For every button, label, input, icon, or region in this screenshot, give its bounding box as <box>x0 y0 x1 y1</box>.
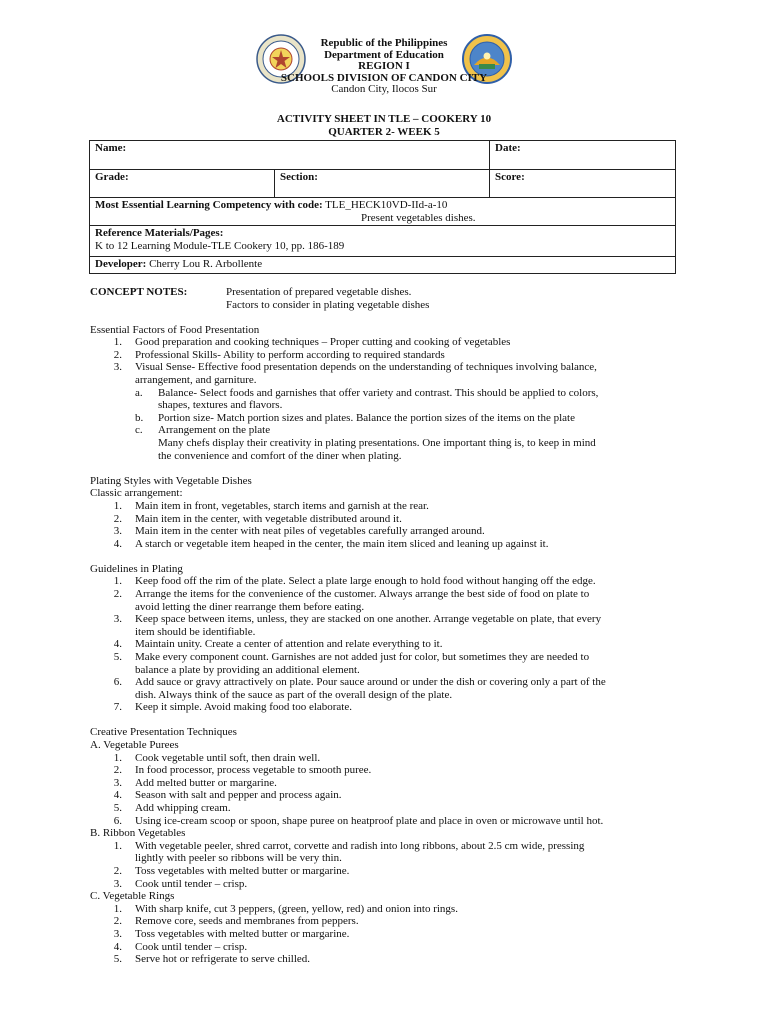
developer-cell <box>90 257 676 274</box>
list-item: 1. With sharp knife, cut 3 peppers, (green, yellow, red) and onion into rings. <box>113 902 458 915</box>
list-item: 4. A starch or vegetable item heaped in the center, the main item sliced and leaning up against it. <box>113 537 549 550</box>
header-location: Candon City, Ilocos Sur <box>331 83 437 95</box>
list-item-cont: lightly with peeler so ribbons will be very thin. <box>135 852 342 865</box>
list-item: 2. Arrange the items for the convenience of the customer. Always arrange the best side of food on plate to <box>113 587 590 600</box>
concept-line-2: Factors to consider in plating vegetable dishes <box>226 298 430 311</box>
list-item: c. Arrangement on the plate <box>135 424 271 437</box>
melc-text: Present vegetables dishes. <box>361 211 476 224</box>
list-item: 5. Make every component count. Garnishes are not added just for color, but sometimes they are needed to <box>113 650 590 663</box>
activity-title: ACTIVITY SHEET IN TLE – COOKERY 10 <box>276 113 492 125</box>
concept-notes-body <box>90 286 680 966</box>
list-item: a. Balance- Select foods and garnishes that offer variety and contrast. This should be applied to colors, <box>135 386 599 399</box>
list-item: 3. Visual Sense- Effective food presentation depends on the understanding of techniques involving balance, <box>113 361 597 374</box>
date-field[interactable]: Date: <box>490 141 676 170</box>
concept-line-1: Presentation of prepared vegetable dishes. <box>226 286 412 298</box>
list-item: 6. Add sauce or gravy attractively on plate. Pour sauce around or under the dish or covering only a part of the <box>113 676 606 689</box>
developer-name: Cherry Lou R. Arbollente <box>146 258 263 271</box>
quarter-week: QUARTER 2- WEEK 5 <box>328 125 440 138</box>
list-item: 4. Season with salt and pepper and process again. <box>113 789 342 802</box>
guidelines-heading: Guidelines in Plating <box>90 562 183 575</box>
list-item-cont: Many chefs display their creativity in plating presentations. One important thing is, to keep in mind <box>158 437 596 450</box>
list-item: 2. Toss vegetables with melted butter or margarine. <box>113 864 350 877</box>
list-item: 3. Cook until tender – crisp. <box>113 877 248 890</box>
list-item: 3. Toss vegetables with melted butter or margarine. <box>113 927 350 940</box>
list-item: 1. With vegetable peeler, shred carrot, corvette and radish into long ribbons, about 2.5 cm wide, pressing <box>113 839 585 852</box>
concept-label: CONCEPT NOTES: <box>90 286 188 298</box>
list-item: 6. Using ice-cream scoop or spoon, shape puree on heatproof plate and place in oven or microwave until hot. <box>113 814 604 827</box>
header-block <box>0 38 768 96</box>
list-item: 1. Main item in front, vegetables, starch items and garnish at the rear. <box>113 499 429 512</box>
purees-list <box>90 752 680 828</box>
creative-heading: Creative Presentation Techniques <box>90 726 237 739</box>
list-item: 4. Cook until tender – crisp. <box>113 940 248 953</box>
list-item: 2. Main item in the center, with vegetable distributed around it. <box>113 512 402 525</box>
list-item-cont: avoid letting the diner rearrange them before eating. <box>135 600 365 613</box>
list-item-cont: balance a plate by providing an additional element. <box>135 663 360 676</box>
student-info-table <box>89 140 676 274</box>
activity-title-block <box>0 113 768 138</box>
header-department: Department of Education <box>324 48 444 61</box>
melc-label: Most Essential Learning Competency with code: <box>95 199 323 211</box>
plating-list <box>90 500 680 550</box>
concept-notes <box>90 286 680 311</box>
list-item-cont: shapes, textures and flavors. <box>158 399 283 412</box>
header-division: SCHOOLS DIVISION OF CANDON CITY <box>280 71 488 84</box>
reference-cell <box>90 226 676 257</box>
plating-subheading: Classic arrangement: <box>90 487 183 500</box>
section-field[interactable]: Section: <box>275 170 490 198</box>
header-republic: Republic of the Philippines <box>320 37 448 49</box>
list-item: 7. Keep it simple. Avoid making food too elaborate. <box>113 701 352 714</box>
list-item: 1. Keep food off the rim of the plate. Select a plate large enough to hold food without hanging off the edge. <box>113 575 596 588</box>
essential-list <box>90 336 680 386</box>
rings-heading: C. Vegetable Rings <box>90 890 175 903</box>
list-item: 3. Main item in the center with neat piles of vegetables carefully arranged around. <box>113 525 485 538</box>
score-field[interactable]: Score: <box>490 170 676 198</box>
list-item: 5. Serve hot or refrigerate to serve chilled. <box>113 953 311 966</box>
list-item: 2. Professional Skills- Ability to perform according to required standards <box>113 348 445 361</box>
essential-heading: Essential Factors of Food Presentation <box>90 323 260 336</box>
grade-field[interactable]: Grade: <box>90 170 275 198</box>
list-item-cont: arrangement, and garniture. <box>135 374 257 387</box>
purees-heading: A. Vegetable Purees <box>90 739 179 751</box>
melc-code: TLE_HECK10VD-IId-a-10 <box>322 199 448 211</box>
header-region: REGION I <box>358 60 410 72</box>
essential-sublist <box>90 387 680 463</box>
list-item: 2. In food processor, process vegetable to smooth puree. <box>113 764 372 777</box>
list-item: 2. Remove core, seeds and membranes from peppers. <box>113 915 359 928</box>
list-item-cont: the convenience and comfort of the diner when plating. <box>158 449 402 462</box>
list-item: 5. Add whipping cream. <box>113 801 231 814</box>
list-item: b. Portion size- Match portion sizes and plates. Balance the portion sizes of the items on the plate <box>135 411 575 424</box>
melc-cell <box>90 198 676 226</box>
list-item: 4. Maintain unity. Create a center of attention and relate everything to it. <box>113 638 443 651</box>
rings-list <box>90 903 680 966</box>
name-field[interactable]: Name: <box>90 141 490 170</box>
list-item-cont: dish. Always think of the sauce as part of the overall design of the plate. <box>135 688 453 701</box>
list-item: 3. Keep space between items, unless, they are stacked on one another. Arrange vegetable on plate, that every <box>113 613 602 626</box>
reference-label: Reference Materials/Pages: <box>95 227 224 240</box>
guidelines-list <box>90 575 680 714</box>
ribbon-list <box>90 840 680 890</box>
list-item: 3. Add melted butter or margarine. <box>113 776 277 789</box>
plating-heading: Plating Styles with Vegetable Dishes <box>90 474 252 487</box>
developer-label: Developer: <box>95 258 147 271</box>
list-item-cont: item should be identifiable. <box>135 625 256 638</box>
reference-text: K to 12 Learning Module-TLE Cookery 10, pp. 186-189 <box>95 239 345 252</box>
list-item: 1. Cook vegetable until soft, then drain well. <box>113 751 321 764</box>
ribbon-heading: B. Ribbon Vegetables <box>90 827 186 840</box>
list-item: 1. Good preparation and cooking techniques – Proper cutting and cooking of vegetables <box>113 336 511 349</box>
